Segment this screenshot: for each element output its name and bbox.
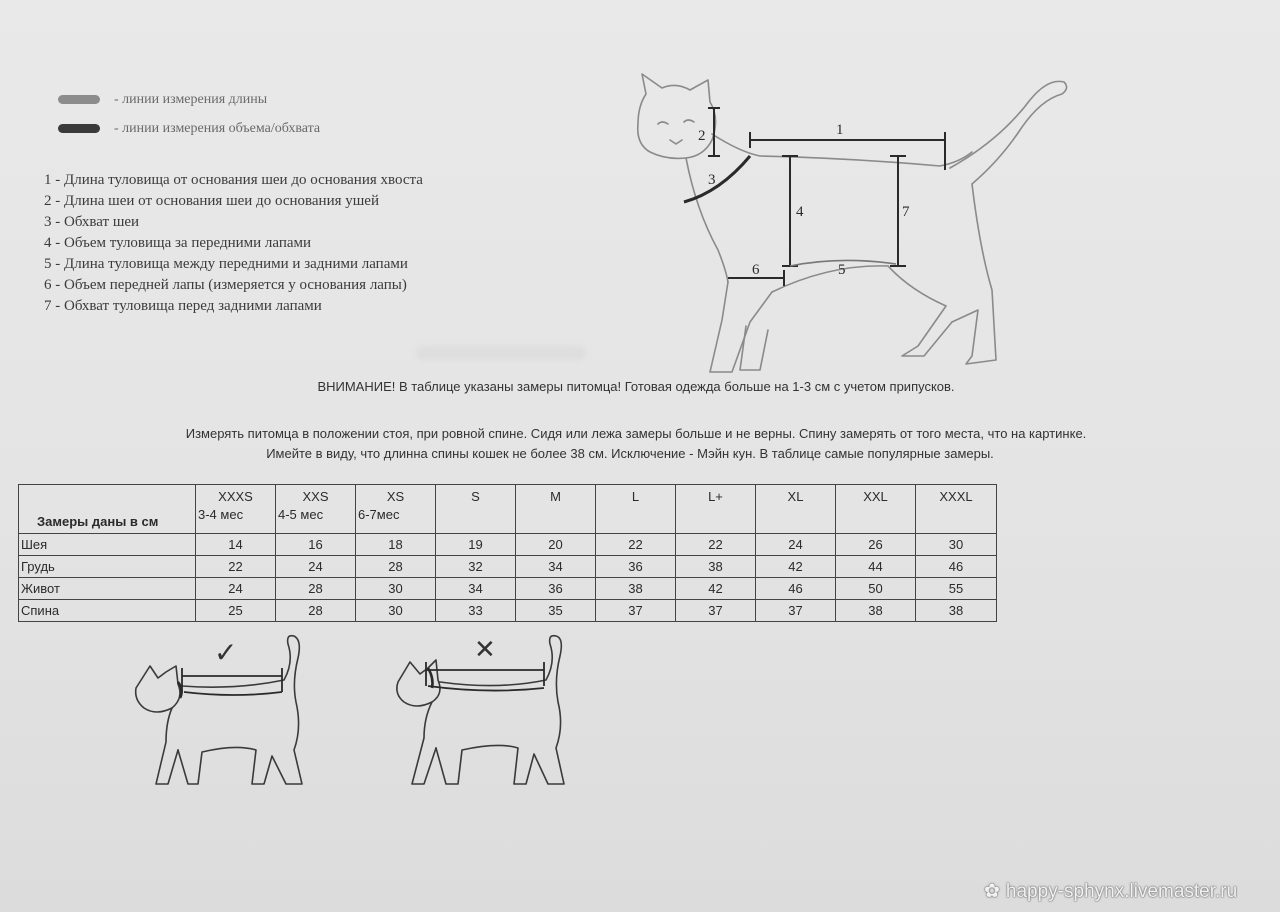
size-label: M: [550, 489, 561, 504]
size-label: XL: [787, 489, 804, 504]
table-cell: 34: [516, 556, 596, 578]
wrong-measurement-example: [388, 632, 578, 792]
table-cell: 26: [836, 534, 916, 556]
size-label: XS: [386, 489, 405, 504]
table-cell: 24: [196, 578, 276, 600]
paper-smudge: [416, 346, 586, 360]
table-cell: 30: [356, 600, 436, 622]
table-cell: 46: [916, 556, 997, 578]
table-cell: 33: [436, 600, 516, 622]
cross-mark-icon: ✕: [474, 635, 496, 665]
table-row-back: [19, 600, 997, 622]
size-label: XXS: [302, 489, 329, 504]
table-cell: 34: [436, 578, 516, 600]
size-col-xxs: [276, 485, 356, 534]
size-label: XXL: [863, 489, 888, 504]
age-label: 6-7мес: [358, 507, 400, 522]
legend-volume-label: - линии измерения объема/обхвата: [114, 121, 321, 136]
diagram-numbers: [698, 122, 910, 278]
measuring-note-2: Имейте в виду, что длинна спины кошек не более 38 см. Исключение - Мэйн кун. В таблице самые популярные замеры.: [266, 446, 994, 461]
size-col-m: [516, 485, 596, 534]
table-cell: 36: [596, 556, 676, 578]
size-label: L+: [708, 489, 723, 504]
table-cell: 44: [836, 556, 916, 578]
size-label: L: [631, 489, 640, 504]
measuring-note-1: Измерять питомца в положении стоя, при ровной спине. Сидя или лежа замеры больше и не верны. Спину замерять от того места, что на картинке.: [185, 426, 1087, 441]
table-cell: 28: [276, 578, 356, 600]
label-1: 1: [836, 122, 844, 138]
row-label: Живот: [19, 578, 196, 600]
table-cell: 38: [836, 600, 916, 622]
table-cell: 30: [916, 534, 997, 556]
size-label: XXXS: [218, 489, 253, 504]
table-cell: 37: [756, 600, 836, 622]
size-table: [18, 484, 997, 622]
table-cell: 22: [596, 534, 676, 556]
table-cell: 37: [596, 600, 676, 622]
age-label: 3-4 мес: [198, 507, 244, 522]
table-cell: 32: [436, 556, 516, 578]
size-col-xs: [356, 485, 436, 534]
size-col-s: [436, 485, 516, 534]
table-cell: 28: [356, 556, 436, 578]
table-corner-label: Замеры даны в см: [19, 485, 196, 534]
size-col-xxxs: [196, 485, 276, 534]
table-cell: 46: [756, 578, 836, 600]
table-cell: 22: [676, 534, 756, 556]
length-line-swatch: [58, 95, 100, 104]
table-cell: 55: [916, 578, 997, 600]
watermark-text: happy-sphynx.livemaster.ru: [1005, 881, 1238, 902]
definition-4: 4 - Объем туловища за передними лапами: [44, 235, 312, 251]
table-cell: 42: [676, 578, 756, 600]
definition-6: 6 - Объем передней лапы (измеряется у основания лапы): [44, 277, 407, 293]
table-row-belly: [19, 578, 997, 600]
age-label: 4-5 мес: [278, 507, 324, 522]
row-label: Спина: [19, 600, 196, 622]
table-cell: 42: [756, 556, 836, 578]
legend-length-label: - линии измерения длины: [114, 92, 268, 107]
definition-2: 2 - Длина шеи от основания шеи до основания ушей: [44, 193, 379, 209]
definition-7: 7 - Обхват туловища перед задними лапами: [44, 298, 322, 314]
volume-line-swatch: [58, 124, 100, 133]
table-cell: 18: [356, 534, 436, 556]
cat-measurement-diagram: [600, 60, 1080, 380]
size-header-row: [19, 485, 997, 534]
table-row-chest: [19, 556, 997, 578]
cat-outline: [638, 74, 1067, 372]
legend-length-lines: [58, 92, 267, 108]
table-cell: 30: [356, 578, 436, 600]
definition-1: 1 - Длина туловища от основания шеи до основания хвоста: [44, 172, 423, 188]
table-cell: 25: [196, 600, 276, 622]
table-cell: 20: [516, 534, 596, 556]
table-cell: 28: [276, 600, 356, 622]
size-col-l: [596, 485, 676, 534]
measurement-lines: [684, 108, 945, 286]
size-label: XXXL: [939, 489, 973, 504]
label-4: 4: [796, 204, 804, 220]
snowflake-icon: ✿: [984, 881, 1000, 902]
definition-3: 3 - Обхват шеи: [44, 214, 140, 230]
table-cell: 19: [436, 534, 516, 556]
table-cell: 14: [196, 534, 276, 556]
size-col-xxxl: [916, 485, 997, 534]
table-row-neck: [19, 534, 997, 556]
label-2: 2: [698, 128, 706, 144]
attention-note: ВНИМАНИЕ! В таблице указаны замеры питомца! Готовая одежда больше на 1-3 см с учетом припусков.: [317, 379, 955, 394]
row-label: Грудь: [19, 556, 196, 578]
table-cell: 38: [916, 600, 997, 622]
correct-measurement-example: [126, 632, 316, 792]
table-cell: 38: [676, 556, 756, 578]
table-cell: 16: [276, 534, 356, 556]
measurement-definitions: [44, 170, 423, 317]
label-5: 5: [838, 262, 846, 278]
table-cell: 36: [516, 578, 596, 600]
check-mark-icon: ✓: [214, 636, 238, 669]
watermark: [984, 880, 1237, 903]
row-label: Шея: [19, 534, 196, 556]
size-col-l-plus: [676, 485, 756, 534]
table-cell: 50: [836, 578, 916, 600]
legend-volume-lines: [58, 121, 320, 137]
size-col-xl: [756, 485, 836, 534]
table-cell: 35: [516, 600, 596, 622]
table-cell: 24: [756, 534, 836, 556]
size-label: S: [471, 489, 480, 504]
table-cell: 38: [596, 578, 676, 600]
table-cell: 37: [676, 600, 756, 622]
label-3: 3: [708, 172, 716, 188]
label-7: 7: [902, 204, 910, 220]
size-col-xxl: [836, 485, 916, 534]
table-cell: 22: [196, 556, 276, 578]
table-cell: 24: [276, 556, 356, 578]
definition-5: 5 - Длина туловища между передними и задними лапами: [44, 256, 408, 272]
label-6: 6: [752, 262, 760, 278]
